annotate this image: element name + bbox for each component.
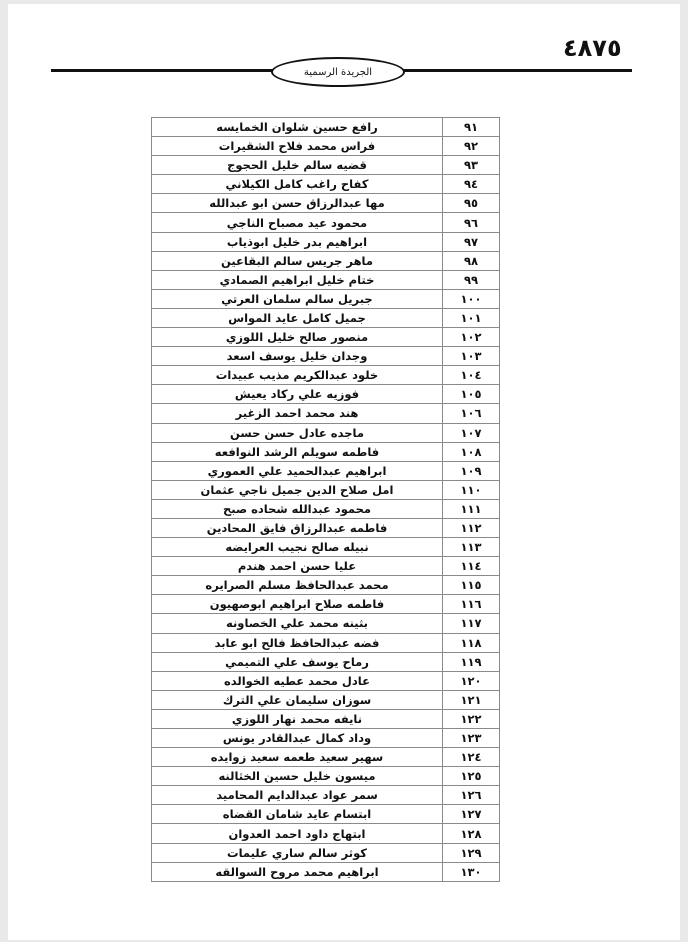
person-name: ابتهاج داود احمد العدوان — [152, 824, 443, 843]
person-name: عادل محمد عطيه الخوالده — [152, 671, 443, 690]
table-row — [152, 843, 500, 862]
table-row — [152, 270, 500, 289]
table-row — [152, 347, 500, 366]
person-name: مها عبدالرزاق حسن ابو عبدالله — [152, 194, 443, 213]
table-row — [152, 423, 500, 442]
row-number: ١٢٠ — [443, 671, 500, 690]
row-number: ١١٠ — [443, 480, 500, 499]
row-number: ٩٥ — [443, 194, 500, 213]
person-name: سهير سعيد طعمه سعيد زوايده — [152, 748, 443, 767]
person-name: محمود عيد مصباح الناجي — [152, 213, 443, 232]
table-row — [152, 213, 500, 232]
row-number: ١٢١ — [443, 690, 500, 709]
table-row — [152, 232, 500, 251]
table-row — [152, 251, 500, 270]
row-number: ١٠١ — [443, 308, 500, 327]
row-number: ١٠٤ — [443, 366, 500, 385]
person-name: رماح يوسف علي التميمي — [152, 652, 443, 671]
table-row — [152, 366, 500, 385]
person-name: ابتسام عايد شامان القضاه — [152, 805, 443, 824]
table-row — [152, 442, 500, 461]
table-row — [152, 480, 500, 499]
row-number: ١١٣ — [443, 538, 500, 557]
table-row — [152, 824, 500, 843]
table-row — [152, 385, 500, 404]
table-row — [152, 308, 500, 327]
row-number: ١٠٦ — [443, 404, 500, 423]
table-row — [152, 499, 500, 518]
row-number: ١١٦ — [443, 595, 500, 614]
person-name: وداد كمال عبدالقادر يونس — [152, 729, 443, 748]
person-name: نايفه محمد نهار اللوزي — [152, 709, 443, 728]
row-number: ١٠٨ — [443, 442, 500, 461]
gazette-title: الجريدة الرسمية — [303, 66, 373, 78]
row-number: ١٠٧ — [443, 423, 500, 442]
table-row — [152, 614, 500, 633]
table-row — [152, 729, 500, 748]
table-row — [152, 518, 500, 537]
row-number: ١٢٢ — [443, 709, 500, 728]
row-number: ١٣٠ — [443, 862, 500, 881]
row-number: ١٢٤ — [443, 748, 500, 767]
table-row — [152, 805, 500, 824]
person-name: فاطمه سويلم الرشد النوافعه — [152, 442, 443, 461]
person-name: ماهر جريس سالم البقاعين — [152, 251, 443, 270]
row-number: ٩٣ — [443, 156, 500, 175]
row-number: ١٢٩ — [443, 843, 500, 862]
table-row — [152, 175, 500, 194]
row-number: ٩٧ — [443, 232, 500, 251]
row-number: ١٠٣ — [443, 347, 500, 366]
table-row — [152, 690, 500, 709]
row-number: ١١٩ — [443, 652, 500, 671]
gazette-title-oval — [271, 57, 405, 87]
row-number: ١٢٧ — [443, 805, 500, 824]
table-row — [152, 461, 500, 480]
person-name: ماجده عادل حسن حسن — [152, 423, 443, 442]
person-name: سوزان سليمان علي الترك — [152, 690, 443, 709]
table-row — [152, 767, 500, 786]
person-name: رافع حسين شلوان الخمايسه — [152, 118, 443, 137]
table-row — [152, 748, 500, 767]
table-row — [152, 671, 500, 690]
row-number: ١١٤ — [443, 557, 500, 576]
person-name: خلود عبدالكريم مذيب عبيدات — [152, 366, 443, 385]
table-row — [152, 118, 500, 137]
table-row — [152, 557, 500, 576]
row-number: ٩٩ — [443, 270, 500, 289]
person-name: فاطمه صلاح ابراهيم ابوصهيون — [152, 595, 443, 614]
person-name: محمود عبدالله شحاده صبح — [152, 499, 443, 518]
row-number: ١٢٣ — [443, 729, 500, 748]
person-name: فراس محمد فلاح الشقيرات — [152, 137, 443, 156]
table-row — [152, 328, 500, 347]
person-name: جميل كامل عايد المواس — [152, 308, 443, 327]
row-number: ١٠٥ — [443, 385, 500, 404]
person-name: جبريل سالم سلمان العرتي — [152, 289, 443, 308]
person-name: ميسون خليل حسين الخثالنه — [152, 767, 443, 786]
table-row — [152, 289, 500, 308]
person-name: قضيه سالم خليل الحجوج — [152, 156, 443, 175]
page-number: ٤٨٧٥ — [563, 34, 622, 62]
row-number: ٩٢ — [443, 137, 500, 156]
table-row — [152, 137, 500, 156]
person-name: سمر عواد عبدالدايم المحاميد — [152, 786, 443, 805]
person-name: ابراهيم بدر خليل ابوذياب — [152, 232, 443, 251]
row-number: ١٢٥ — [443, 767, 500, 786]
person-name: ابراهيم محمد مروح السوالقه — [152, 862, 443, 881]
row-number: ١١٧ — [443, 614, 500, 633]
person-name: ختام خليل ابراهيم الصمادي — [152, 270, 443, 289]
table-row — [152, 576, 500, 595]
person-name: هند محمد احمد الزغير — [152, 404, 443, 423]
row-number: ١٠٠ — [443, 289, 500, 308]
person-name: امل صلاح الدين جميل ناجي عثمان — [152, 480, 443, 499]
table-row — [152, 633, 500, 652]
person-name: بثينه محمد علي الخصاونه — [152, 614, 443, 633]
row-number: ٩٨ — [443, 251, 500, 270]
row-number: ٩١ — [443, 118, 500, 137]
row-number: ١٢٨ — [443, 824, 500, 843]
person-name: ابراهيم عبدالحميد علي العموري — [152, 461, 443, 480]
person-name: كفاح راغب كامل الكيلاني — [152, 175, 443, 194]
person-name: منصور صالح خليل اللوزي — [152, 328, 443, 347]
row-number: ١٠٩ — [443, 461, 500, 480]
row-number: ١١٨ — [443, 633, 500, 652]
table-row — [152, 595, 500, 614]
person-name: وجدان خليل يوسف اسعد — [152, 347, 443, 366]
person-name: فوزيه علي ركاد يعيش — [152, 385, 443, 404]
person-name: نبيله صالح نجيب العرايضه — [152, 538, 443, 557]
table-row — [152, 786, 500, 805]
row-number: ٩٦ — [443, 213, 500, 232]
row-number: ١٠٢ — [443, 328, 500, 347]
person-name: محمد عبدالحافظ مسلم الصرايره — [152, 576, 443, 595]
table-row — [152, 709, 500, 728]
names-table — [151, 117, 500, 882]
person-name: عليا حسن احمد هندم — [152, 557, 443, 576]
table-row — [152, 862, 500, 881]
table-row — [152, 404, 500, 423]
table-row — [152, 156, 500, 175]
table-row — [152, 652, 500, 671]
row-number: ٩٤ — [443, 175, 500, 194]
row-number: ١١٢ — [443, 518, 500, 537]
row-number: ١٢٦ — [443, 786, 500, 805]
row-number: ١١٥ — [443, 576, 500, 595]
names-table-body — [152, 118, 500, 882]
table-row — [152, 194, 500, 213]
person-name: فضه عبدالحافظ فالح ابو عابد — [152, 633, 443, 652]
person-name: فاطمه عبدالرزاق فايق المحادين — [152, 518, 443, 537]
table-row — [152, 538, 500, 557]
row-number: ١١١ — [443, 499, 500, 518]
person-name: كوثر سالم ساري عليمات — [152, 843, 443, 862]
